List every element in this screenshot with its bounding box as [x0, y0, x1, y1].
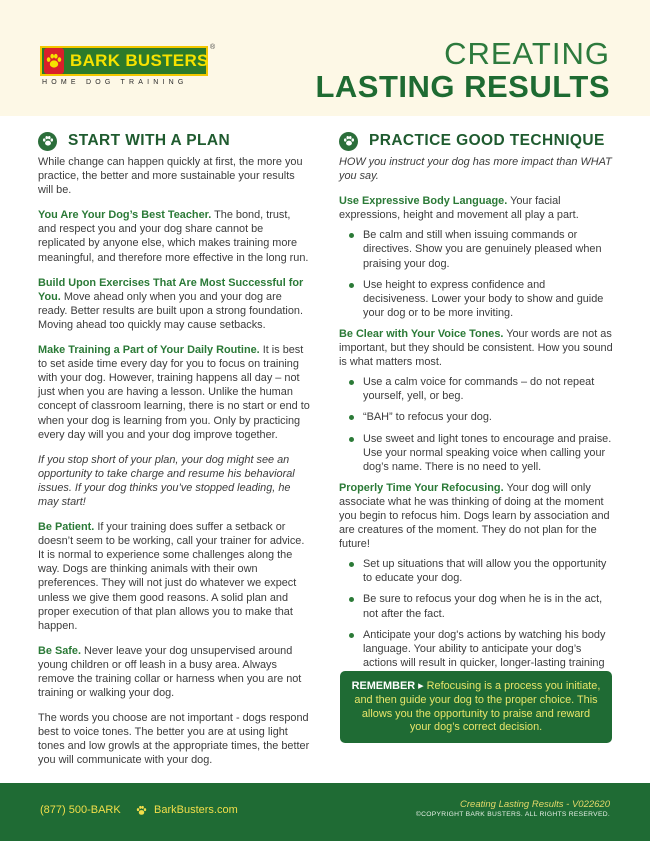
logo-tagline: HOME DOG TRAINING	[42, 79, 188, 86]
section-heading-plan	[38, 130, 311, 152]
paragraph-build-upon	[38, 276, 311, 332]
section-title: START WITH A PLAN	[68, 132, 231, 149]
intro-paragraph: HOW you instruct your dog has more impact than WHAT you say.	[339, 156, 612, 183]
footer-meta	[416, 799, 610, 818]
paragraph-lead: Use Expressive Body Language.	[339, 195, 508, 208]
list-item: Be sure to refocus your dog when he is in the act, not after the fact.	[339, 592, 613, 620]
paragraph-lead: You Are Your Dog’s Best Teacher.	[38, 209, 212, 222]
paragraph-lead: Build Upon Exercises That Are Most Successful for You.	[38, 276, 304, 303]
paragraph-lead: Be Safe.	[38, 644, 81, 657]
paragraph-body: It is best to set aside time every day for you to focus on training with your dog. However, training happens all day – not just when you are having a lesson. Unlike the human concept of classroom learning, there is no start or end to when your dog is learning from you. Only by practicing every day will you and your dog improve together.	[38, 344, 310, 441]
page-title	[315, 38, 610, 102]
section-title: PRACTICE GOOD TECHNIQUE	[369, 132, 605, 149]
intro-paragraph: While change can happen quickly at first, the more you practice, the better and more sustainable your results will be.	[38, 156, 303, 197]
right-column	[339, 130, 613, 691]
paragraph-body: Move ahead only when you and your dog are ready. Better results are built upon a strong foundation. Moving ahead too quickly may cause setbacks.	[38, 290, 303, 331]
registered-mark: ®	[210, 44, 216, 51]
list-item: Use height to express confidence and decisiveness. Lower your body to show and guide your dog or to be more inviting.	[339, 278, 613, 320]
paragraph-lead: Be Patient.	[38, 521, 95, 534]
paragraph-body: Your words are not as important, but they should be consistent. How you sound is what matters most.	[339, 327, 613, 369]
logo-paw-icon	[44, 48, 64, 74]
website-link[interactable]: BarkBusters.com	[154, 804, 238, 816]
refocusing-list	[339, 557, 613, 684]
list-item: “BAH” to refocus your dog.	[339, 410, 613, 424]
title-line-2: LASTING RESULTS	[315, 69, 610, 104]
paw-icon	[339, 132, 358, 151]
section-heading-technique	[339, 130, 613, 152]
list-item: Use sweet and light tones to encourage and praise. Use your normal speaking voice when calling your dog’s name. There is no need to yell.	[339, 432, 613, 474]
list-item: Use a calm voice for commands – do not repeat yourself, yell, or beg.	[339, 375, 613, 403]
paragraph-voice-tones	[339, 327, 613, 369]
paragraph-lead: Make Training a Part of Your Daily Routine.	[38, 344, 260, 357]
remember-callout	[340, 671, 612, 743]
voice-tones-list	[339, 375, 613, 474]
title-line-1: CREATING	[444, 36, 610, 71]
header-band	[0, 0, 650, 116]
arrow-right-icon: ▸	[418, 680, 424, 692]
footer-band	[0, 783, 650, 841]
paragraph-body: If your training does suffer a setback or doesn’t seem to be working, call your trainer for advice. It is normal to experience some challenges along the way. Dogs are thinking animals with their own preferences. They will not just do whatever we expect unless we give them good reasons. A solid plan and proper execution of that plan allows you to make that happen.	[38, 521, 305, 632]
paragraph-refocusing	[339, 481, 613, 551]
left-column	[38, 130, 311, 768]
paragraph-lead: Be Clear with Your Voice Tones.	[339, 327, 504, 340]
closing-paragraph: The words you choose are not important - dogs respond best to voice tones. The better you are at using light tones and low growls at the appropriate times, the better you will communicate with your dog.	[38, 712, 310, 767]
paragraph-body: Your facial expressions, height and movement all play a part.	[339, 195, 579, 222]
copyright: ©COPYRIGHT BARK BUSTERS. ALL RIGHTS RESERVED.	[415, 811, 610, 818]
paw-icon	[135, 804, 148, 822]
phone-number[interactable]: (877) 500-BARK	[40, 804, 121, 816]
logo-box	[40, 46, 208, 76]
paragraph-best-teacher	[38, 208, 311, 264]
logo-name: BARK BUSTERS	[70, 51, 209, 70]
list-item: Anticipate your dog's actions by watching his body language. Your ability to anticipate your dog’s actions will result in quicker, longer-lasting training	[339, 628, 613, 684]
remember-text: Refocusing is a process you initiate, and then guide your dog to the proper choice. This allows you the opportunity to praise and reward your dog’s correct decision.	[354, 680, 601, 734]
italic-note: If you stop short of your plan, your dog might see an opportunity to take charge and resume his behavioral issues. If your dog thinks you’ve stopped leading, he may start!	[38, 453, 295, 508]
paw-icon	[38, 132, 57, 151]
paragraph-body-language	[339, 194, 613, 222]
paragraph-body: Your dog will only associate what he was thinking of doing at the moment you begin to refocus him. Dogs learn by association and are creatures of the moment. They do not plan for the future!	[339, 481, 610, 551]
remember-label: REMEMBER	[351, 680, 416, 692]
body-language-list	[339, 228, 613, 320]
paragraph-be-safe	[38, 644, 311, 700]
paragraph-lead: Properly Time Your Refocusing.	[339, 481, 504, 494]
paragraph-body: Never leave your dog unsupervised around young children or off leash in a busy area. Always remove the training collar or harness when you are not training or walking your dog.	[38, 644, 302, 700]
document-version: Creating Lasting Results - V022620	[460, 799, 610, 810]
paragraph-daily-routine	[38, 343, 311, 442]
list-item: Be calm and still when issuing commands or directives. Show you are genuinely pleased when praising your dog.	[339, 228, 613, 270]
list-item: Set up situations that will allow you the opportunity to educate your dog.	[339, 557, 613, 585]
bark-busters-logo	[40, 46, 218, 94]
paragraph-body: The bond, trust, and respect you and your dog share cannot be replicated by anyone else, which makes training more meaningful, and therefore more effective in the long run.	[38, 209, 309, 264]
paragraph-be-patient	[38, 520, 311, 633]
